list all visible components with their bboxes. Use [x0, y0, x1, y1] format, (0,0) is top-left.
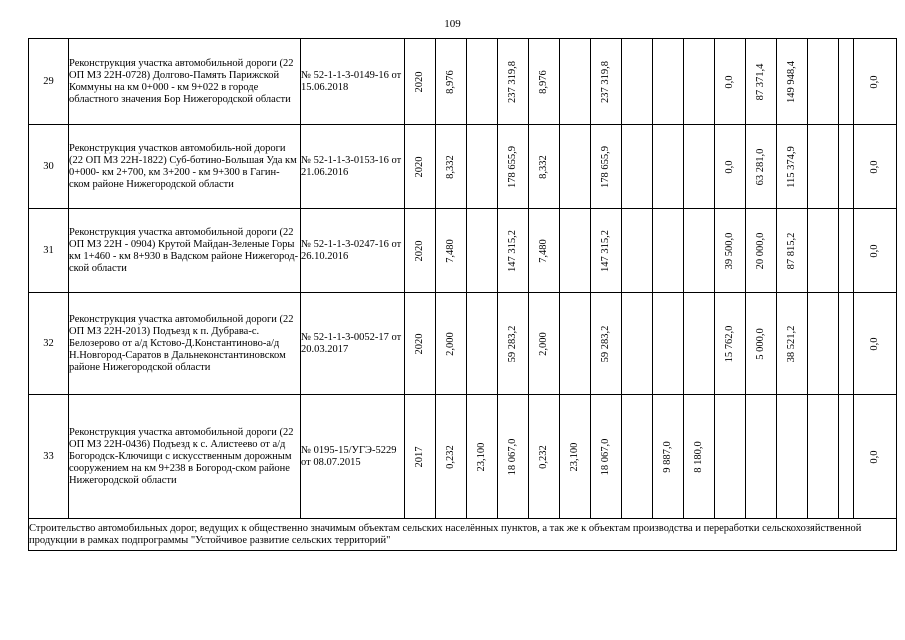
- value-text: 149 948,4: [786, 60, 797, 103]
- value-cell: [653, 39, 684, 125]
- value-cell: [560, 209, 591, 293]
- value-text: 2020: [414, 240, 425, 261]
- value-cell: [467, 395, 498, 519]
- value-cell: [622, 125, 653, 209]
- value-text: 87 371,4: [755, 63, 766, 100]
- row-number: 29: [29, 39, 69, 125]
- value-text: 0,0: [869, 74, 880, 89]
- value-text: 2020: [414, 156, 425, 177]
- value-text: 0,0: [869, 449, 880, 464]
- expert-review-number: № 52-1-1-3-0052-17 от 20.03.2017: [301, 293, 405, 395]
- value-text: 0,232: [445, 444, 456, 469]
- row-number: 32: [29, 293, 69, 395]
- value-text: 7,480: [445, 238, 456, 263]
- row-number: 31: [29, 209, 69, 293]
- value-cell: [498, 293, 529, 395]
- value-cell: [715, 395, 746, 519]
- value-cell: [560, 293, 591, 395]
- value-cell: [746, 125, 777, 209]
- value-cell: [746, 39, 777, 125]
- value-text: 0,232: [538, 444, 549, 469]
- value-cell: [405, 125, 436, 209]
- value-cell: [436, 125, 467, 209]
- section-footer-row: [29, 519, 897, 551]
- value-cell: [560, 125, 591, 209]
- section-footer-text: Строительство автомобильных дорог, ведущих к общественно значимым объектам сельских населённых пунктов, а так же к объектам производства и переработки сельскохозяйственной продукции в рамках подпрограммы "Устойчивое развитие сельских территорий": [29, 519, 897, 551]
- value-text: 7,480: [538, 238, 549, 263]
- value-text: 23,100: [476, 442, 487, 471]
- value-text: 5 000,0: [755, 327, 766, 360]
- value-cell: [529, 293, 560, 395]
- value-cell: [560, 39, 591, 125]
- value-text: 8 180,0: [693, 440, 704, 473]
- value-cell: [498, 209, 529, 293]
- value-cell: [467, 293, 498, 395]
- value-cell: [622, 395, 653, 519]
- value-cell: [684, 293, 715, 395]
- project-name: Реконструкция участков автомобиль-ной дороги (22 ОП МЗ 22Н-1822) Суб-ботино-Большая Уда км 0+000- км 2+700, км 3+200 - км 9+300 в Гагин-ском районе Нижегородской области: [69, 125, 301, 209]
- project-name: Реконструкция участка автомобильной дороги (22 ОП МЗ 22Н - 0904) Крутой Майдан-Зеленые Горы км 1+460 - км 8+930 в Вадском районе Нижегород-ской области: [69, 209, 301, 293]
- empty-cell: [839, 293, 854, 395]
- value-cell: [777, 125, 808, 209]
- value-cell: [715, 39, 746, 125]
- row-number: 30: [29, 125, 69, 209]
- value-cell: [684, 39, 715, 125]
- project-name: Реконструкция участка автомобильной дороги (22 ОП МЗ 22Н-0728) Долгово-Память Парижской Коммуны на км 0+000 - км 9+022 в городе областного значения Бор Нижегородской области: [69, 39, 301, 125]
- expert-review-number: № 52-1-1-3-0149-16 от 15.06.2018: [301, 39, 405, 125]
- value-text: 8,976: [538, 69, 549, 94]
- value-cell: [808, 39, 839, 125]
- value-cell: [622, 39, 653, 125]
- value-text: 9 887,0: [662, 440, 673, 473]
- value-text: 237 319,8: [600, 60, 611, 103]
- expert-review-number: № 52-1-1-3-0247-16 от 26.10.2016: [301, 209, 405, 293]
- value-cell: [653, 125, 684, 209]
- value-text: 87 815,2: [786, 232, 797, 269]
- value-cell: [405, 293, 436, 395]
- value-cell: [808, 125, 839, 209]
- value-text: 8,976: [445, 69, 456, 94]
- value-cell: [854, 209, 897, 293]
- value-cell: [405, 39, 436, 125]
- value-cell: [777, 395, 808, 519]
- value-text: 147 315,2: [507, 229, 518, 272]
- value-cell: [591, 39, 622, 125]
- project-name: Реконструкция участка автомобильной дороги (22 ОП МЗ 22Н-0436) Подъезд к с. Алистеево от а/д Богородск-Ключищи с искусственным дорожным сооружением на км 9+238 в Богород-ском районе Нижегородской области: [69, 395, 301, 519]
- value-text: 2020: [414, 333, 425, 354]
- value-cell: [684, 125, 715, 209]
- row-number: 33: [29, 395, 69, 519]
- table-row: [29, 395, 897, 519]
- value-cell: [436, 395, 467, 519]
- value-text: 147 315,2: [600, 229, 611, 272]
- value-cell: [854, 395, 897, 519]
- value-cell: [498, 395, 529, 519]
- table-row: [29, 39, 897, 125]
- page-number: 109: [444, 18, 461, 30]
- value-text: 18 067,0: [507, 438, 518, 475]
- value-cell: [498, 125, 529, 209]
- value-cell: [622, 209, 653, 293]
- value-cell: [746, 293, 777, 395]
- value-text: 8,332: [538, 154, 549, 179]
- value-cell: [529, 395, 560, 519]
- value-cell: [591, 209, 622, 293]
- value-text: 0,0: [724, 159, 735, 174]
- value-cell: [746, 395, 777, 519]
- value-cell: [777, 293, 808, 395]
- empty-cell: [839, 39, 854, 125]
- value-text: 178 655,9: [507, 145, 518, 188]
- value-text: 0,0: [869, 243, 880, 258]
- value-cell: [591, 125, 622, 209]
- value-text: 2017: [414, 446, 425, 467]
- value-text: 237 319,8: [507, 60, 518, 103]
- value-cell: [529, 39, 560, 125]
- value-cell: [622, 293, 653, 395]
- expert-review-number: № 0195-15/УГЭ-5229 от 08.07.2015: [301, 395, 405, 519]
- table-row: [29, 209, 897, 293]
- empty-cell: [839, 125, 854, 209]
- value-cell: [467, 209, 498, 293]
- value-cell: [653, 395, 684, 519]
- value-cell: [715, 209, 746, 293]
- value-text: 18 067,0: [600, 438, 611, 475]
- value-cell: [777, 39, 808, 125]
- value-text: 59 283,2: [507, 325, 518, 362]
- value-cell: [854, 293, 897, 395]
- value-cell: [560, 395, 591, 519]
- empty-cell: [839, 395, 854, 519]
- table-row: [29, 125, 897, 209]
- value-text: 2,000: [445, 331, 456, 356]
- value-text: 0,0: [869, 159, 880, 174]
- value-text: 20 000,0: [755, 232, 766, 269]
- value-cell: [653, 209, 684, 293]
- value-cell: [467, 125, 498, 209]
- expert-review-number: № 52-1-1-3-0153-16 от 21.06.2016: [301, 125, 405, 209]
- value-cell: [854, 39, 897, 125]
- value-cell: [808, 395, 839, 519]
- value-cell: [529, 209, 560, 293]
- table-row: [29, 293, 897, 395]
- value-cell: [808, 293, 839, 395]
- value-text: 63 281,0: [755, 148, 766, 185]
- value-text: 39 500,0: [724, 232, 735, 269]
- value-text: 8,332: [445, 154, 456, 179]
- value-text: 178 655,9: [600, 145, 611, 188]
- value-cell: [405, 395, 436, 519]
- value-text: 23,100: [569, 442, 580, 471]
- value-cell: [854, 125, 897, 209]
- value-cell: [684, 209, 715, 293]
- value-cell: [591, 293, 622, 395]
- value-cell: [529, 125, 560, 209]
- value-cell: [746, 209, 777, 293]
- value-cell: [808, 209, 839, 293]
- value-cell: [777, 209, 808, 293]
- value-text: 0,0: [724, 74, 735, 89]
- value-text: 38 521,2: [786, 325, 797, 362]
- road-projects-table: [28, 38, 897, 551]
- value-text: 2020: [414, 71, 425, 92]
- value-cell: [498, 39, 529, 125]
- value-cell: [715, 125, 746, 209]
- value-cell: [715, 293, 746, 395]
- value-text: 59 283,2: [600, 325, 611, 362]
- value-text: 15 762,0: [724, 325, 735, 362]
- value-cell: [436, 293, 467, 395]
- value-cell: [653, 293, 684, 395]
- empty-cell: [839, 209, 854, 293]
- value-cell: [436, 209, 467, 293]
- value-cell: [405, 209, 436, 293]
- value-text: 115 374,9: [786, 145, 797, 188]
- value-cell: [436, 39, 467, 125]
- value-cell: [467, 39, 498, 125]
- value-cell: [591, 395, 622, 519]
- value-cell: [684, 395, 715, 519]
- value-text: 0,0: [869, 336, 880, 351]
- project-name: Реконструкция участка автомобильной дороги (22 ОП МЗ 22Н-2013) Подъезд к п. Дубрава-с. Белозерово от а/д Кстово-Д.Константиново-а/д Н.Новгород-Саратов в Дальнеконстантиновском районе Нижегородской области: [69, 293, 301, 395]
- value-text: 2,000: [538, 331, 549, 356]
